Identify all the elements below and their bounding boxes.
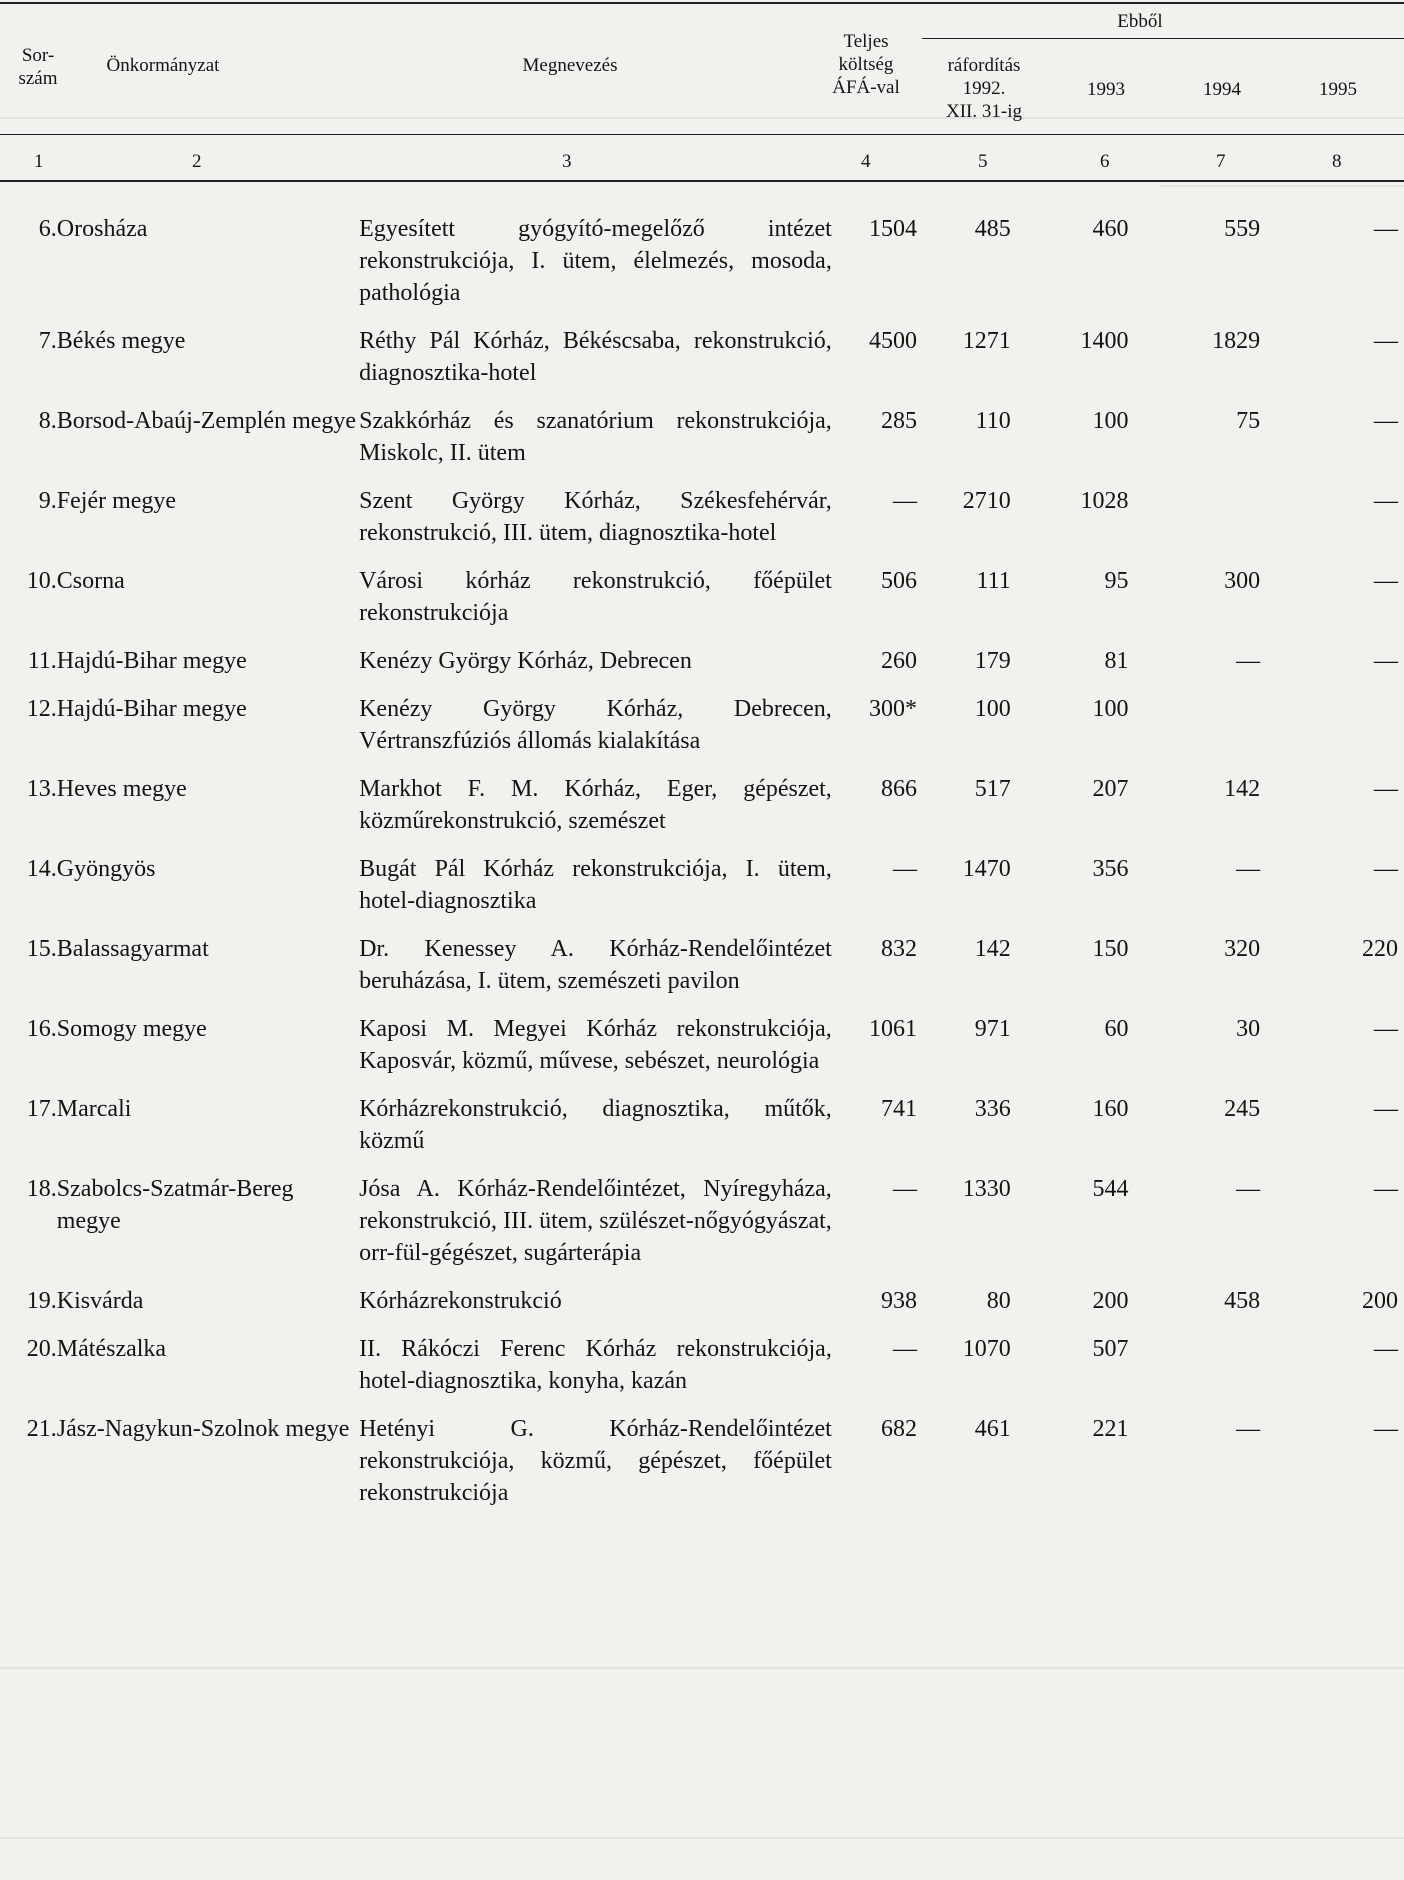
table-row: [0, 397, 1404, 477]
year-1994-cell: 75: [1236, 408, 1261, 434]
municipality-cell: Balassagyarmat: [56, 936, 209, 962]
row-number: 6.: [38, 216, 57, 242]
total-cost-cell: —: [893, 856, 918, 882]
year-1993-cell: 100: [1092, 696, 1129, 722]
municipality-cell: Hajdú-Bihar megye: [56, 648, 247, 674]
table-row: [0, 637, 1404, 685]
spent-1992-cell: 461: [974, 1416, 1011, 1442]
municipality-cell: Békés megye: [56, 328, 186, 354]
row-number: 8.: [38, 408, 57, 434]
municipality-cell: Borsod-Abaúj-Zemplén megye: [56, 408, 357, 434]
colnum-2: 2: [192, 151, 202, 172]
header-row-number: Sor- szám: [18, 45, 58, 89]
year-1993-cell: 160: [1092, 1096, 1129, 1122]
year-1994-cell: [1160, 685, 1282, 765]
year-1994-cell: 559: [1224, 216, 1261, 242]
year-1995-cell: —: [1374, 648, 1398, 674]
year-1994-cell: 1829: [1212, 328, 1261, 354]
row-number: 21.: [26, 1416, 57, 1442]
year-1995-cell: —: [1374, 856, 1398, 882]
municipality-cell: Jász-Nagykun-Szolnok megye: [56, 1416, 350, 1442]
spent-1992-cell: 517: [974, 776, 1011, 802]
spent-1992-cell: 1470: [962, 856, 1011, 882]
year-1993-cell: 150: [1092, 936, 1129, 962]
header-1993: 1993: [1087, 79, 1125, 100]
description-cell: Bugát Pál Kórház rekonstrukciója, I. ütem, hotel-diagnosztika: [359, 856, 832, 914]
top-rule: [0, 2, 1404, 4]
year-1994-cell: 245: [1224, 1096, 1261, 1122]
municipality-cell: Mátészalka: [56, 1336, 167, 1362]
colnum-8: 8: [1332, 151, 1342, 172]
description-cell: Réthy Pál Kórház, Békéscsaba, rekonstrukció, diagnosztika-hotel: [359, 328, 832, 386]
spent-1992-cell: 1330: [962, 1176, 1011, 1202]
year-1993-cell: 544: [1092, 1176, 1129, 1202]
header-spent-1992: ráfordítás 1992. XII. 31-ig: [946, 55, 1022, 122]
year-1994-cell: [1160, 477, 1282, 557]
description-cell: Kórházrekonstrukció, diagnosztika, műtők, közmű: [359, 1096, 832, 1154]
spent-1992-cell: 1070: [962, 1336, 1011, 1362]
total-cost-cell: 938: [881, 1288, 918, 1314]
total-cost-cell: 741: [881, 1096, 918, 1122]
description-cell: Szakkórház és szanatórium rekonstrukciója, Miskolc, II. ütem: [359, 408, 832, 466]
total-cost-cell: 285: [881, 408, 918, 434]
year-1995-cell: —: [1374, 408, 1398, 434]
spent-1992-cell: 110: [975, 408, 1011, 434]
row-number: 15.: [26, 936, 57, 962]
table-row: [0, 1405, 1404, 1517]
year-1993-cell: 207: [1092, 776, 1129, 802]
description-cell: Jósa A. Kórház-Rendelőintézet, Nyíregyháza, rekonstrukció, III. ütem, szülészet-nőgyógyászat, orr-fül-gégészet, sugárterápia: [359, 1176, 832, 1266]
table-body: [0, 205, 1404, 1517]
row-number: 14.: [26, 856, 57, 882]
spent-1992-cell: 1271: [962, 328, 1011, 354]
municipality-cell: Kisvárda: [56, 1288, 144, 1314]
header-total-cost: Teljes költség ÁFÁ-val: [832, 31, 900, 98]
year-1993-cell: 1400: [1080, 328, 1129, 354]
year-1995-cell: —: [1374, 1096, 1398, 1122]
row-number: 9.: [38, 488, 57, 514]
year-1993-cell: 221: [1092, 1416, 1129, 1442]
spent-1992-cell: 336: [974, 1096, 1011, 1122]
municipality-cell: Heves megye: [56, 776, 187, 802]
spent-1992-cell: 80: [986, 1288, 1011, 1314]
year-1994-cell: [1160, 1325, 1282, 1405]
year-1995-cell: —: [1374, 1416, 1398, 1442]
spent-1992-cell: 2710: [962, 488, 1011, 514]
description-cell: Városi kórház rekonstrukció, főépület rekonstrukciója: [359, 568, 832, 626]
description-cell: II. Rákóczi Ferenc Kórház rekonstrukciója, hotel-diagnosztika, konyha, kazán: [359, 1336, 832, 1394]
row-number: 12.: [26, 696, 57, 722]
row-number: 19.: [26, 1288, 57, 1314]
header-1995: 1995: [1319, 79, 1357, 100]
ebbol-rule: [922, 38, 1404, 39]
year-1994-cell: 458: [1224, 1288, 1261, 1314]
total-cost-cell: 260: [881, 648, 918, 674]
total-cost-cell: 506: [881, 568, 918, 594]
municipality-cell: Hajdú-Bihar megye: [56, 696, 247, 722]
header-ebbol: Ebből: [1117, 11, 1163, 32]
description-cell: Egyesített gyógyító-megelőző intézet rekonstrukciója, I. ütem, élelmezés, mosoda, pathológia: [359, 216, 832, 306]
colnum-7: 7: [1216, 151, 1226, 172]
colnum-4: 4: [861, 151, 871, 172]
year-1993-cell: 100: [1092, 408, 1129, 434]
header-description: Megnevezés: [522, 55, 618, 76]
description-cell: Kaposi M. Megyei Kórház rekonstrukciója, Kaposvár, közmű, művese, sebészet, neurológia: [359, 1016, 832, 1074]
municipality-cell: Fejér megye: [56, 488, 177, 514]
table-row: [0, 1277, 1404, 1325]
municipality-cell: Somogy megye: [56, 1016, 207, 1042]
total-cost-cell: 4500: [869, 328, 918, 354]
description-cell: Markhot F. M. Kórház, Eger, gépészet, közműrekonstrukció, szemészet: [359, 776, 832, 834]
spent-1992-cell: 100: [974, 696, 1011, 722]
description-cell: Kórházrekonstrukció: [359, 1288, 562, 1314]
spent-1992-cell: 111: [976, 568, 1011, 594]
year-1994-cell: 142: [1224, 776, 1261, 802]
description-cell: Kenézy György Kórház, Debrecen, Vértranszfúziós állomás kialakítása: [359, 696, 832, 754]
row-number: 11.: [27, 648, 57, 674]
total-cost-cell: 866: [881, 776, 918, 802]
year-1993-cell: 200: [1092, 1288, 1129, 1314]
table-row: [0, 1005, 1404, 1085]
description-cell: Dr. Kenessey A. Kórház-Rendelőintézet beruházása, I. ütem, szemészeti pavilon: [359, 936, 832, 994]
municipality-cell: Csorna: [56, 568, 125, 594]
year-1994-cell: 320: [1224, 936, 1261, 962]
year-1995-cell: —: [1374, 568, 1398, 594]
total-cost-cell: 682: [881, 1416, 918, 1442]
year-1993-cell: 356: [1092, 856, 1129, 882]
table-row: [0, 557, 1404, 637]
header-1994: 1994: [1203, 79, 1241, 100]
spent-1992-cell: 485: [974, 216, 1011, 242]
year-1995-cell: —: [1374, 1016, 1398, 1042]
year-1994-cell: —: [1236, 1176, 1261, 1202]
spent-1992-cell: 179: [974, 648, 1011, 674]
table-row: [0, 317, 1404, 397]
row-number: 17.: [26, 1096, 57, 1122]
year-1993-cell: 1028: [1080, 488, 1129, 514]
table-row: [0, 685, 1404, 765]
colnum-6: 6: [1100, 151, 1110, 172]
year-1993-cell: 60: [1104, 1016, 1129, 1042]
table-row: [0, 1085, 1404, 1165]
row-number: 10.: [26, 568, 57, 594]
projects-table: [0, 205, 1404, 1517]
colnum-5: 5: [978, 151, 988, 172]
description-cell: Szent György Kórház, Székesfehérvár, rekonstrukció, III. ütem, diagnosztika-hotel: [359, 488, 832, 546]
header-municipality: Önkormányzat: [106, 55, 220, 76]
colnum-3: 3: [562, 151, 572, 172]
year-1994-cell: 300: [1224, 568, 1261, 594]
year-1995-cell: —: [1374, 776, 1398, 802]
year-1994-cell: —: [1236, 648, 1261, 674]
total-cost-cell: 1061: [869, 1016, 918, 1042]
year-1995-cell: —: [1374, 328, 1398, 354]
row-number: 18.: [26, 1176, 57, 1202]
year-1995-cell: 220: [1362, 936, 1398, 962]
table-row: [0, 1165, 1404, 1277]
year-1994-cell: —: [1236, 856, 1261, 882]
table-row: [0, 477, 1404, 557]
total-cost-cell: —: [893, 1176, 918, 1202]
spent-1992-cell: 142: [974, 936, 1011, 962]
table-row: [0, 925, 1404, 1005]
description-cell: Kenézy György Kórház, Debrecen: [359, 648, 692, 674]
year-1993-cell: 507: [1092, 1336, 1129, 1362]
row-number: 7.: [38, 328, 57, 354]
spent-1992-cell: 971: [974, 1016, 1011, 1042]
table-row: [0, 205, 1404, 317]
colnum-1: 1: [34, 151, 44, 172]
year-1994-cell: 30: [1236, 1016, 1261, 1042]
year-1993-cell: 81: [1104, 648, 1129, 674]
table-row: [0, 1325, 1404, 1405]
year-1993-cell: 95: [1104, 568, 1129, 594]
year-1994-cell: —: [1236, 1416, 1261, 1442]
row-number: 20.: [26, 1336, 57, 1362]
table-row: [0, 765, 1404, 845]
municipality-cell: Marcali: [56, 1096, 132, 1122]
header-rule: [0, 134, 1404, 135]
total-cost-cell: 832: [881, 936, 918, 962]
year-1995-cell: —: [1374, 488, 1398, 514]
year-1995-cell: 200: [1362, 1288, 1398, 1314]
table-row: [0, 845, 1404, 925]
total-cost-cell: —: [893, 1336, 918, 1362]
year-1995-cell: —: [1374, 1176, 1398, 1202]
year-1993-cell: 460: [1092, 216, 1129, 242]
row-number: 13.: [26, 776, 57, 802]
row-number: 16.: [26, 1016, 57, 1042]
total-cost-cell: —: [893, 488, 918, 514]
municipality-cell: Szabolcs-Szatmár-Bereg megye: [56, 1176, 294, 1234]
year-1995-cell: —: [1374, 216, 1398, 242]
total-cost-cell: 1504: [869, 216, 918, 242]
total-cost-cell: 300*: [869, 696, 918, 722]
description-cell: Hetényi G. Kórház-Rendelőintézet rekonstrukciója, közmű, gépészet, főépület rekonstrukciója: [359, 1416, 832, 1506]
colnum-rule: [0, 180, 1404, 182]
municipality-cell: Orosháza: [56, 216, 148, 242]
year-1995-cell: [1282, 685, 1404, 765]
year-1995-cell: —: [1374, 1336, 1398, 1362]
municipality-cell: Gyöngyös: [56, 856, 156, 882]
